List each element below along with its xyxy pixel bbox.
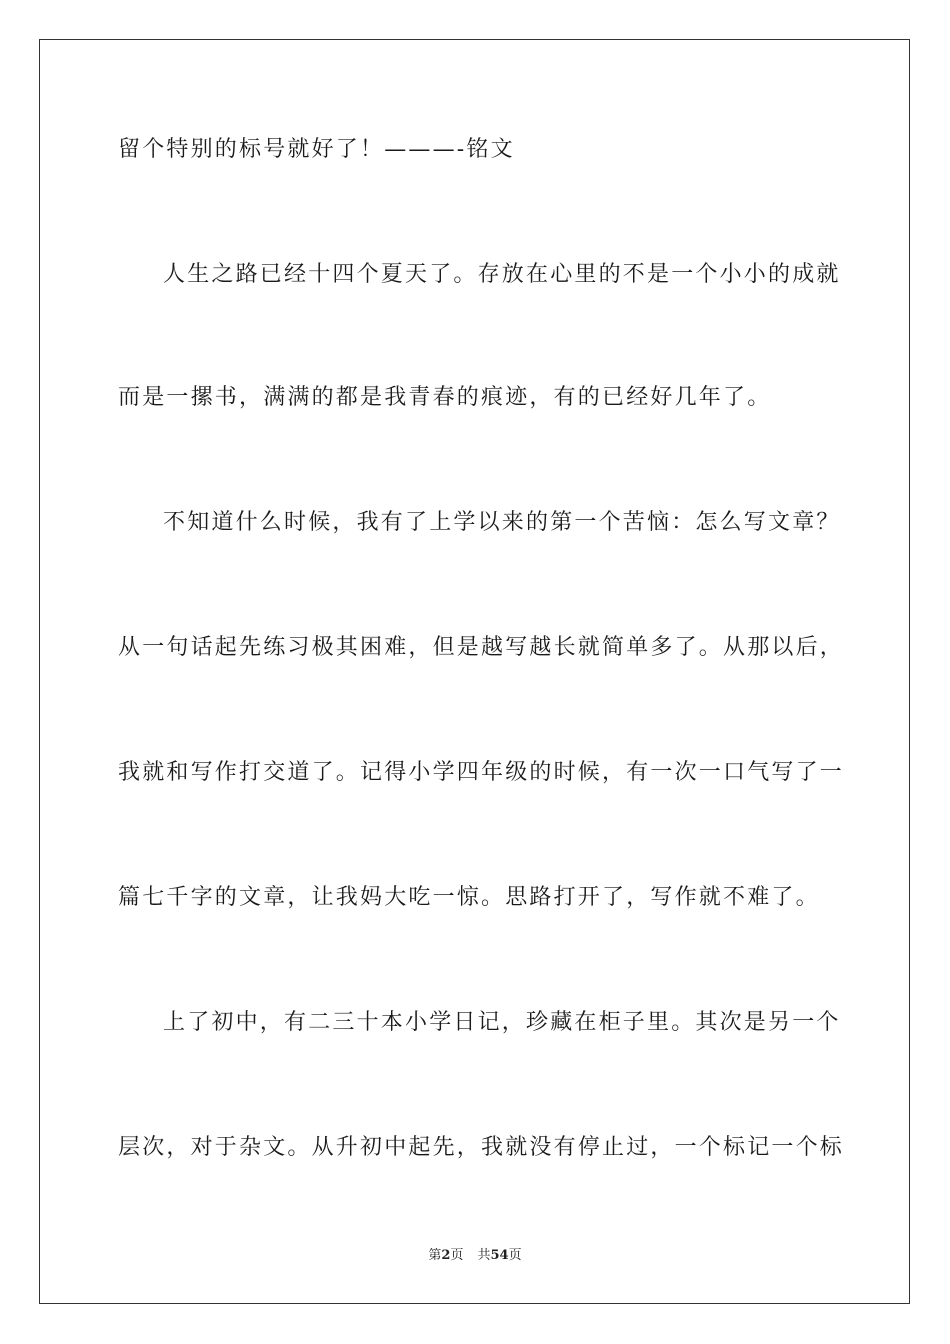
page-footer (0, 1247, 950, 1265)
page-prefix: 第 (428, 1248, 442, 1263)
text-line-7: 篇七千字的文章，让我妈大吃一惊。思路打开了，写作就不难了。 (118, 885, 820, 910)
page-number: 2 (441, 1248, 451, 1263)
text-line-9: 层次，对于杂文。从升初中起先，我就没有停止过，一个标记一个标 (118, 1135, 845, 1160)
text-line-3: 而是一摞书，满满的都是我青春的痕迹，有的已经好几年了。 (118, 385, 772, 410)
text-line-2: 人生之路已经十四个夏天了。存放在心里的不是一个小小的成就 (163, 262, 841, 287)
text-line-8: 上了初中，有二三十本小学日记，珍藏在柜子里。其次是另一个 (163, 1010, 841, 1035)
total-suffix: 页 (508, 1248, 522, 1263)
page-suffix: 页 (450, 1248, 464, 1263)
total-pages: 54 (490, 1248, 509, 1263)
text-line-5: 从一句话起先练习极其困难，但是越写越长就简单多了。从那以后， (118, 635, 845, 660)
text-line-4: 不知道什么时候，我有了上学以来的第一个苦恼：怎么写文章？ (163, 510, 841, 535)
total-prefix: 共 (477, 1248, 491, 1263)
text-line-6: 我就和写作打交道了。记得小学四年级的时候，有一次一口气写了一 (118, 760, 845, 785)
page-border (39, 39, 910, 1304)
text-line-1: 留个特别的标号就好了！———-铭文 (118, 137, 515, 162)
